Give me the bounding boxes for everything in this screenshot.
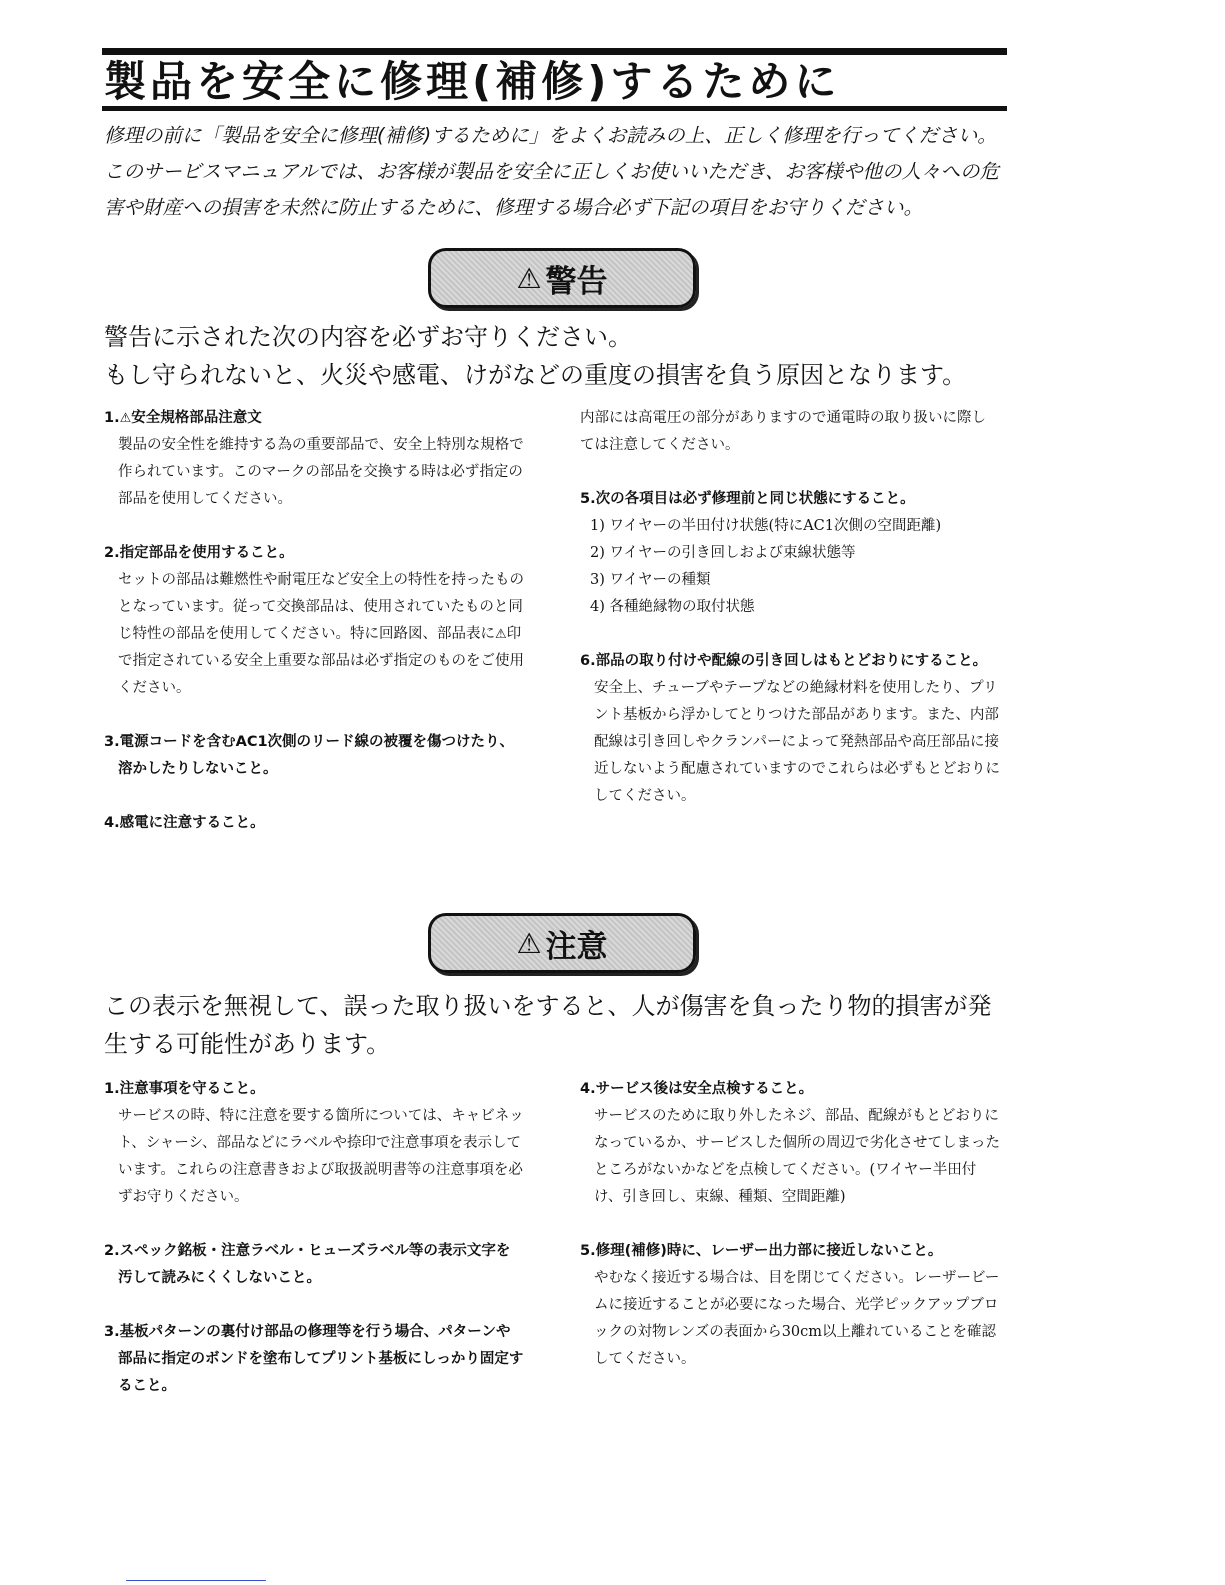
caution-lead [104,987,1009,1063]
caution-item-5 [580,1238,1000,1373]
intro-line: このサービスマニュアルでは、お客様が製品を安全に正しくお使いいただき、お客様や他の人々への危 [104,160,1000,183]
item-number: 1. [104,410,120,426]
item-body: 製品の安全性を維持する為の重要部品で、安全上特別な規格で作られています。このマークの部品を交換する時は必ず指定の部品を使用してください。 [118,437,524,507]
warning-column-left [104,405,524,864]
warning-triangle-icon: ⚠ [495,627,507,642]
item-heading: 2.指定部品を使用すること。 [104,545,294,561]
warning-item-5 [580,486,1000,621]
caution-column-left [104,1076,524,1427]
item-body-text: 印で指定されている安全上重要な部品は必ず指定のものをご使用ください。 [118,626,524,696]
item-heading: 6.部品の取り付けや配線の引き回しはもとどおりにすること。 [580,653,988,669]
warning-triangle-icon: ⚠ [516,261,542,295]
item-body: 安全上、チューブやテープなどの絶縁材料を使用したり、プリント基板から浮かしてとりつけた部品があります。また、内部配線は引き回しやクランパーによって発熱部品や高圧部品に接近しないよう配慮されていますのでこれらは必ずもとどおりにしてください。 [594,680,1000,804]
caution-badge [428,913,696,973]
caution-column-right [580,1076,1000,1400]
warning-item-4 [104,810,524,837]
sub-item: 3) ワイヤーの種類 [590,572,711,588]
caution-lead-line: 生する可能性があります。 [104,1030,391,1058]
warning-badge [428,248,696,308]
intro-line: 修理の前に「製品を安全に修理(補修)するために」をよくお読みの上、正しく修理を行ってください。 [104,124,997,147]
warning-item-1 [104,405,524,513]
item-body: サービスのために取り外したネジ、部品、配線がもとどおりになっているか、サービスした個所の周辺で劣化させてしまったところがないかなどを点検してください。(ワイヤー半田付け、引き回し、束線、種類、空間距離) [594,1108,1000,1205]
page-title: 製品を安全に修理(補修)するために [104,57,841,106]
sub-item: 1) ワイヤーの半田付け状態(特にAC1次側の空間距離) [590,518,942,534]
caution-badge-label: 注意 [545,928,608,965]
footer-link-underline [126,1580,266,1581]
caution-item-3 [104,1319,524,1400]
item-body: 内部には高電圧の部分がありますので通電時の取り扱いに際しては注意してください。 [580,410,986,453]
warning-item-4-body [580,405,1000,459]
warning-lead [104,318,1009,394]
sub-item: 4) 各種絶縁物の取付状態 [590,599,755,615]
warning-lead-line: 警告に示された次の内容を必ずお守りください。 [104,323,632,351]
warning-item-3 [104,729,524,783]
title-rule-bottom [102,106,1007,111]
item-heading: 4.感電に注意すること。 [104,815,265,831]
item-heading: 4.サービス後は安全点検すること。 [580,1081,814,1097]
caution-lead-line: この表示を無視して、誤った取り扱いをすると、人が傷害を負ったり物的損害が発 [104,992,992,1020]
warning-lead-line: もし守られないと、火災や感電、けがなどの重度の損害を負う原因となります。 [104,361,967,389]
item-body [104,567,524,702]
caution-item-2 [104,1238,524,1292]
caution-item-4 [580,1076,1000,1211]
warning-triangle-icon: ⚠ [119,411,132,426]
item-title: 安全規格部品注意文 [131,410,262,426]
item-heading: 2.スペック銘板・注意ラベル・ヒューズラベル等の表示文字を汚して読みにくくしないこと。 [104,1243,511,1286]
warning-item-2 [104,540,524,702]
item-heading [104,405,524,432]
warning-item-6 [580,648,1000,810]
item-heading: 1.注意事項を守ること。 [104,1081,265,1097]
item-body-text: セットの部品は難燃性や耐電圧など安全上の特性を持ったものとなっています。従って交換部品は、使用されていたものと同じ特性の部品を使用してください。特に回路図、部品表に [118,572,524,642]
warning-badge-label: 警告 [545,263,608,300]
warning-column-right [580,405,1000,837]
item-body: サービスの時、特に注意を要する箇所については、キャビネット、シャーシ、部品などにラベルや捺印で注意事項を表示しています。これらの注意書きおよび取扱説明書等の注意事項を必ずお守りください。 [118,1108,524,1205]
item-body: やむなく接近する場合は、目を閉じてください。レーザービームに接近することが必要になった場合、光学ピックアップブロックの対物レンズの表面から30cm以上離れていることを確認してください。 [594,1270,1000,1367]
caution-item-1 [104,1076,524,1211]
intro-line: 害や財産への損害を未然に防止するために、修理する場合必ず下記の項目をお守りください。 [104,196,924,219]
item-heading: 5.修理(補修)時に、レーザー出力部に接近しないこと。 [580,1243,943,1259]
intro-text [104,118,1009,226]
title-rule-top [102,48,1007,55]
item-heading: 5.次の各項目は必ず修理前と同じ状態にすること。 [580,491,915,507]
warning-triangle-icon: ⚠ [516,926,542,960]
sub-item: 2) ワイヤーの引き回しおよび束線状態等 [590,545,856,561]
item-heading: 3.基板パターンの裏付け部品の修理等を行う場合、パターンや部品に指定のボンドを塗布してプリント基板にしっかり固定すること。 [104,1324,524,1394]
item-heading: 3.電源コードを含むAC1次側のリード線の被覆を傷つけたり、溶かしたりしないこと。 [104,734,515,777]
